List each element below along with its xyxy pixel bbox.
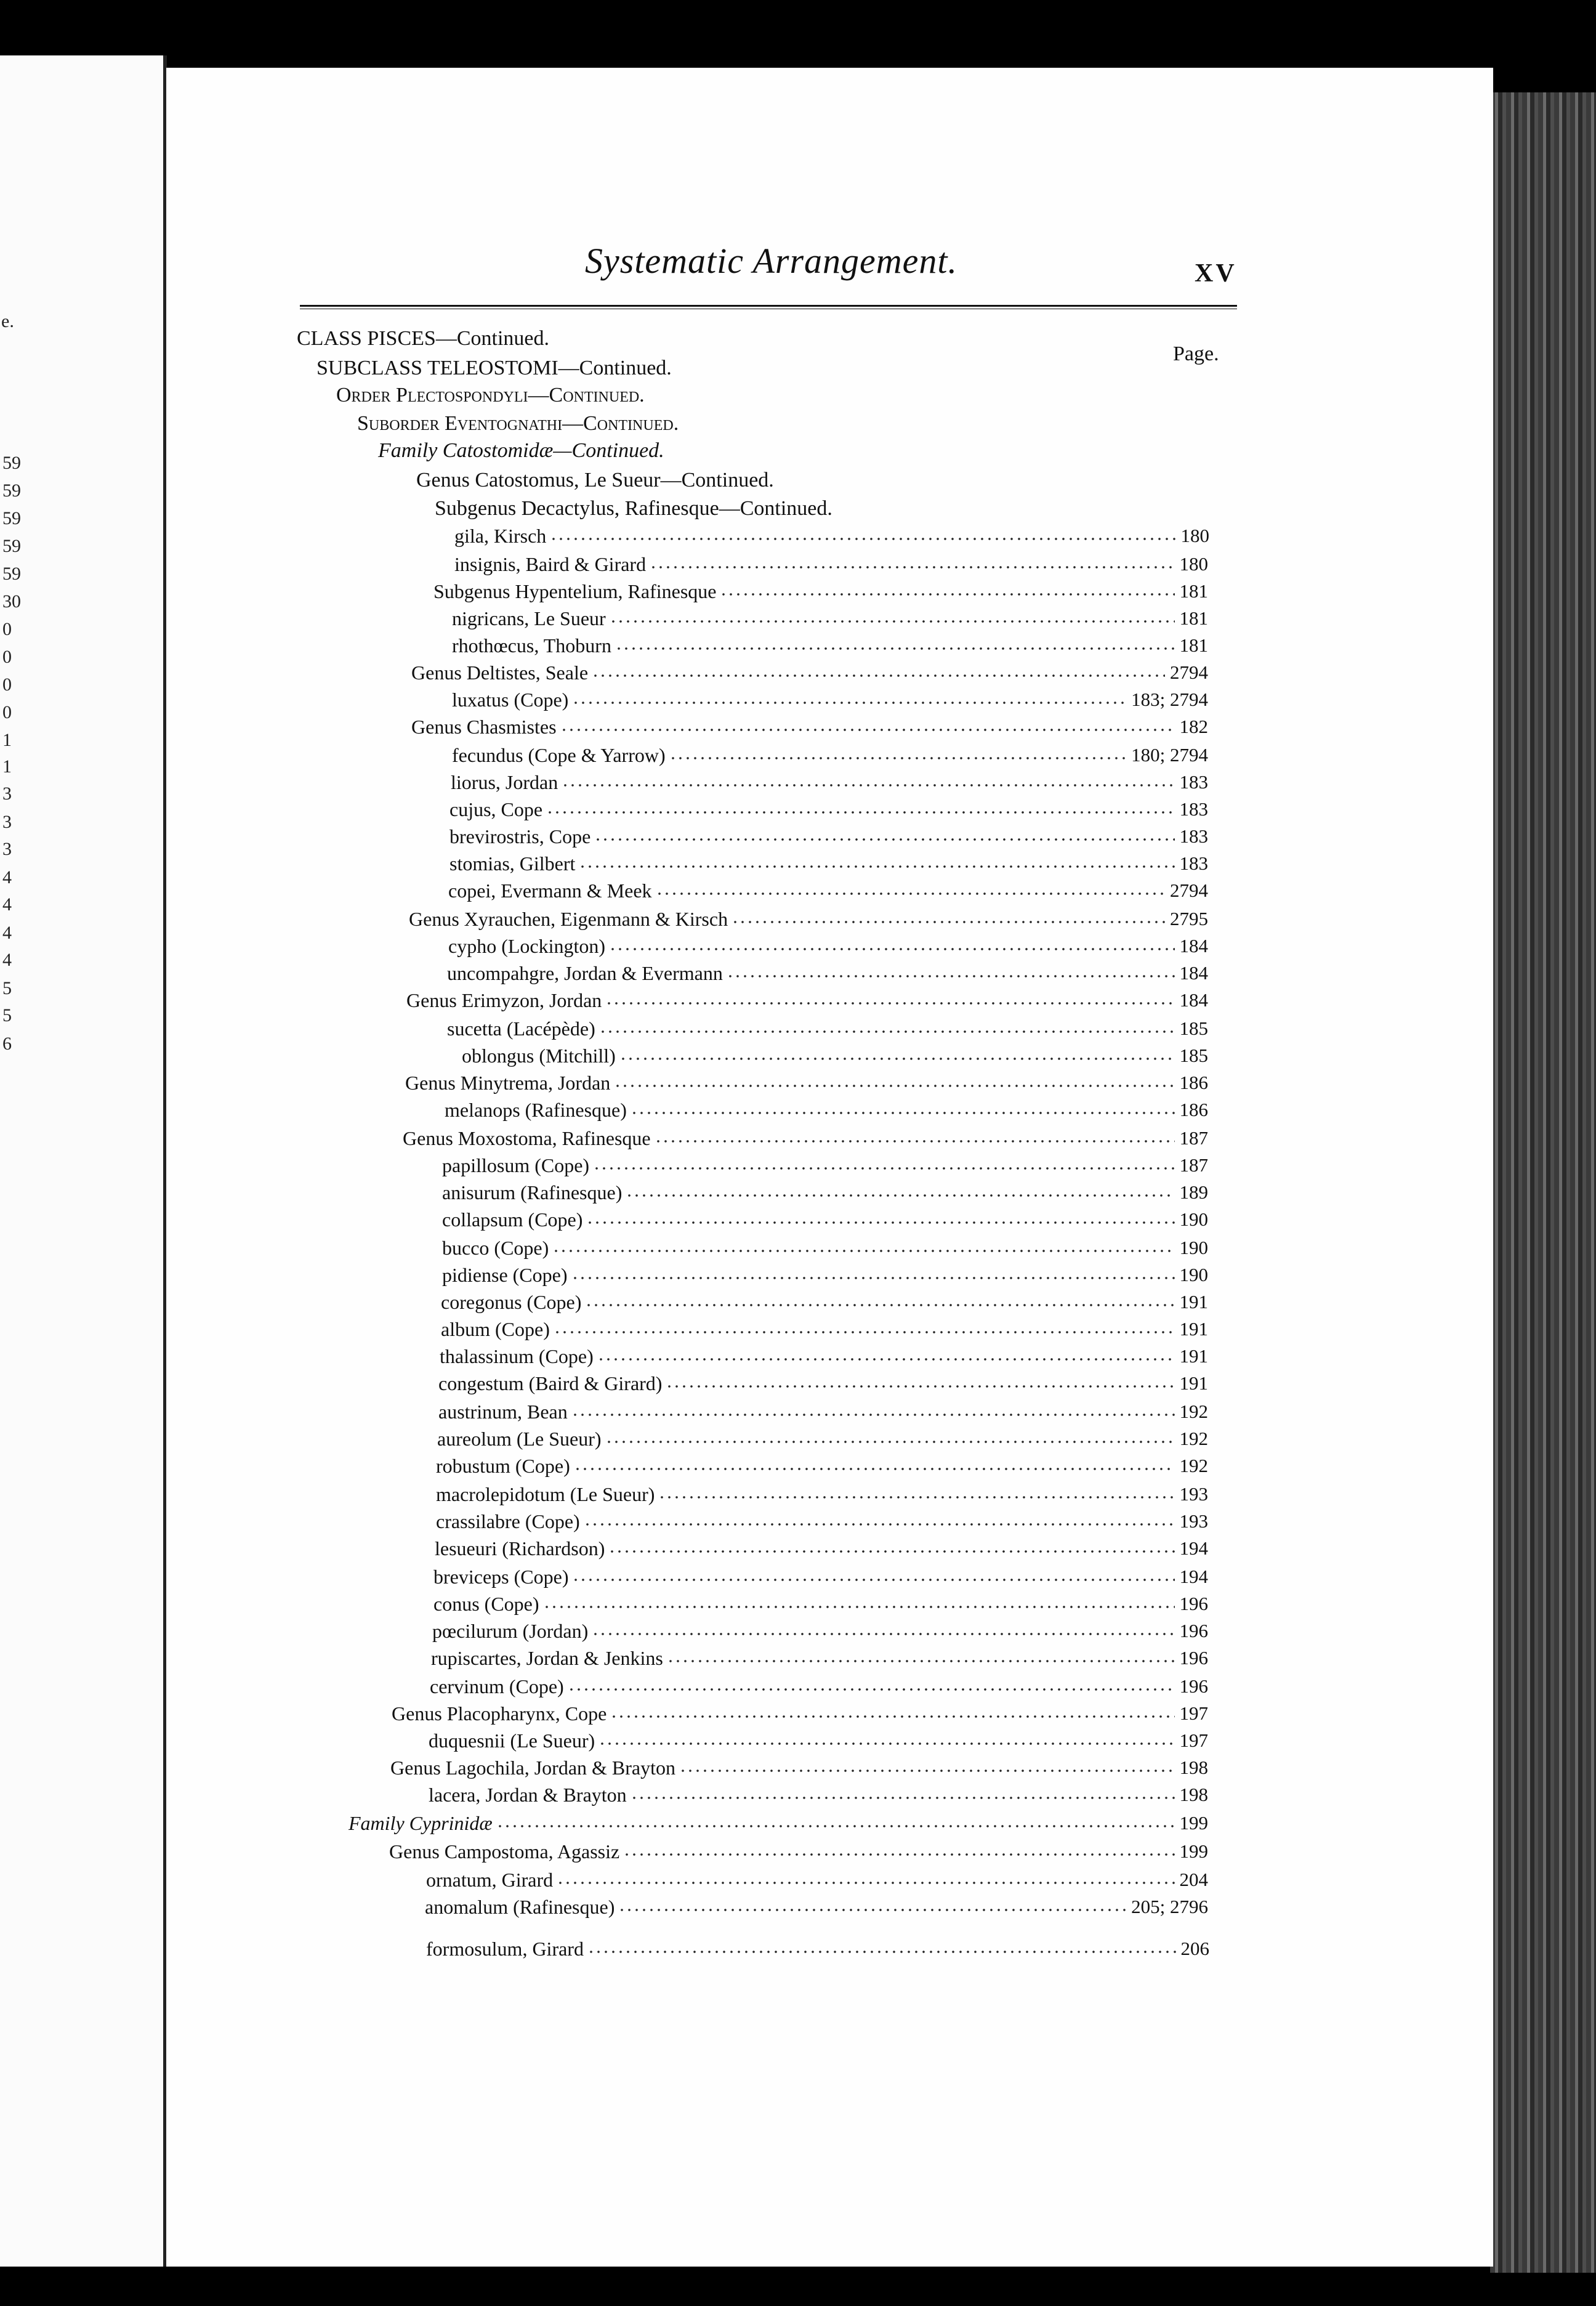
entry-page: 181 <box>1179 580 1208 602</box>
entry-label: insignis, Baird & Girard <box>454 553 647 575</box>
entry-page: 199 <box>1179 1840 1208 1862</box>
index-entry <box>411 659 1208 686</box>
entry-page: 184 <box>1179 935 1208 957</box>
entry-label: pœcilurum (Jordan) <box>432 1620 589 1642</box>
index-entry <box>403 1125 1208 1152</box>
index-entry <box>438 1398 1208 1425</box>
leader-dots <box>572 1577 1174 1583</box>
entry-page: 204 <box>1179 1869 1208 1890</box>
entry-label: lesueuri (Richardson) <box>435 1537 605 1560</box>
leader-dots <box>560 727 1175 733</box>
entry-label: liorus, Jordan <box>451 771 558 793</box>
leader-dots <box>585 1302 1174 1308</box>
leader-dots <box>593 1165 1174 1171</box>
entry-page: 206 <box>1180 1938 1209 1959</box>
leader-dots <box>679 1768 1175 1774</box>
leader-dots <box>557 1880 1174 1886</box>
entry-page: 190 <box>1179 1264 1208 1285</box>
leader-dots <box>631 1110 1175 1116</box>
entry-page: 183; 2794 <box>1131 689 1208 710</box>
suborder-heading: Suborder Eventognathi—Continued. <box>357 412 679 435</box>
facing-page-fragment: 0 <box>2 647 12 667</box>
index-entry <box>448 933 1208 960</box>
index-entry <box>436 1481 1208 1508</box>
entry-label: aureolum (Le Sueur) <box>437 1428 602 1450</box>
index-entry <box>442 1152 1208 1179</box>
entry-page: 184 <box>1179 962 1208 984</box>
facing-page-fragment: 59 <box>2 453 21 473</box>
entry-label: rhothœcus, Thoburn <box>452 634 611 657</box>
entry-label: conus (Cope) <box>433 1593 539 1615</box>
entry-label: Genus Placopharynx, Cope <box>392 1702 607 1725</box>
entry-page: 190 <box>1179 1208 1208 1230</box>
entry-page: 191 <box>1179 1318 1208 1340</box>
facing-page-fragment: 0 <box>2 619 12 639</box>
entry-page: 187 <box>1179 1127 1208 1149</box>
entry-page: 197 <box>1179 1730 1208 1751</box>
entry-label: nigricans, Le Sueur <box>452 607 606 629</box>
entry-page: 186 <box>1179 1072 1208 1093</box>
index-entry <box>392 1700 1208 1727</box>
entry-label: Genus Chasmistes <box>411 716 557 738</box>
entry-label: Genus Lagochila, Jordan & Brayton <box>390 1757 675 1779</box>
index-entry <box>452 632 1208 659</box>
entry-label: austrinum, Bean <box>438 1401 568 1423</box>
facing-page-fragment: 0 <box>2 702 12 722</box>
entry-label: formosulum, Girard <box>426 1938 584 1960</box>
index-entry <box>462 1042 1208 1069</box>
entry-label: lacera, Jordan & Brayton <box>429 1784 627 1806</box>
leader-dots <box>568 1686 1175 1693</box>
index-entry <box>411 713 1208 740</box>
facing-page-fragment: 5 <box>2 1005 12 1026</box>
entry-label: fecundus (Cope & Yarrow) <box>452 744 666 766</box>
entry-label: uncompahgre, Jordan & Evermann <box>447 962 723 984</box>
leader-dots <box>599 1029 1175 1035</box>
leader-dots <box>667 1658 1175 1664</box>
facing-page-fragment: 59 <box>2 564 21 584</box>
entry-label: cervinum (Cope) <box>430 1675 564 1697</box>
leader-dots <box>574 1466 1175 1472</box>
facing-page-fragment: 3 <box>2 783 12 804</box>
index-entry <box>448 877 1208 904</box>
index-entry <box>442 1261 1208 1289</box>
entry-label: melanops (Rafinesque) <box>445 1099 627 1121</box>
index-entry <box>441 1289 1208 1316</box>
entry-label: robustum (Cope) <box>436 1455 570 1477</box>
entry-label: collapsum (Cope) <box>442 1208 583 1231</box>
entry-page: 180; 2794 <box>1131 744 1208 766</box>
leader-dots <box>587 1949 1176 1955</box>
page-column-heading: Page. <box>1173 342 1219 365</box>
leader-dots <box>610 618 1175 625</box>
genus-heading: Genus Catostomus, Le Sueur—Continued. <box>416 469 774 492</box>
index-entry <box>406 987 1208 1014</box>
index-entry <box>429 1781 1208 1808</box>
entry-page: 189 <box>1179 1181 1208 1203</box>
facing-page-fragment: 6 <box>2 1034 12 1054</box>
leader-dots <box>550 536 1175 542</box>
index-entry <box>405 1069 1208 1096</box>
entry-page: 191 <box>1179 1345 1208 1367</box>
entry-page: 192 <box>1179 1455 1208 1476</box>
index-entry <box>432 1617 1208 1645</box>
index-entry <box>425 1893 1208 1920</box>
leader-dots <box>618 1907 1126 1913</box>
index-entry <box>451 769 1208 796</box>
entry-page: 183 <box>1179 798 1208 820</box>
entry-label: bucco (Cope) <box>442 1237 549 1259</box>
entry-page: 187 <box>1179 1154 1208 1176</box>
entry-page: 193 <box>1179 1510 1208 1532</box>
index-entry <box>436 1508 1208 1535</box>
entry-label: duquesnii (Le Sueur) <box>429 1730 595 1752</box>
entry-label: cujus, Cope <box>449 798 543 820</box>
index-entry <box>436 1452 1208 1479</box>
entry-label: album (Cope) <box>441 1318 550 1340</box>
page-number: XV <box>1195 259 1237 288</box>
entry-page: 191 <box>1179 1372 1208 1394</box>
entry-label: rupiscartes, Jordan & Jenkins <box>431 1647 663 1669</box>
index-entry <box>445 1096 1208 1123</box>
entry-label: Genus Campostoma, Agassiz <box>389 1840 620 1863</box>
entry-label: Genus Erimyzon, Jordan <box>406 989 602 1011</box>
leader-dots <box>656 891 1165 897</box>
entry-label: brevirostris, Cope <box>449 825 591 848</box>
entry-label: Genus Moxostoma, Rafinesque <box>403 1127 651 1149</box>
facing-page-fragment: 59 <box>2 508 21 528</box>
subgenus-heading: Subgenus Decactylus, Rafinesque—Continued. <box>435 497 832 520</box>
facing-page-fragment: 4 <box>2 950 12 970</box>
leader-dots <box>658 1494 1174 1500</box>
leader-dots <box>655 1138 1175 1144</box>
index-entry <box>426 1866 1208 1893</box>
leader-dots <box>605 1439 1175 1445</box>
entry-page: 193 <box>1179 1483 1208 1505</box>
index-entry <box>438 1370 1208 1397</box>
leader-dots <box>592 673 1165 679</box>
index-entry <box>449 823 1208 850</box>
entry-page: 190 <box>1179 1237 1208 1258</box>
index-entry <box>441 1316 1208 1343</box>
entry-page: 194 <box>1179 1566 1208 1587</box>
index-entry <box>452 742 1208 769</box>
leader-dots <box>614 1083 1174 1089</box>
leader-dots <box>584 1521 1175 1527</box>
facing-page-fragment: 0 <box>2 674 12 695</box>
facing-page-fragment: 59 <box>2 480 21 501</box>
index-entry <box>426 1935 1209 1962</box>
index-entry <box>390 1754 1208 1781</box>
class-heading: CLASS PISCES—Continued. <box>297 327 549 350</box>
index-entry <box>440 1343 1208 1370</box>
entry-page: 185 <box>1179 1045 1208 1066</box>
leader-dots <box>543 1604 1175 1610</box>
index-entry <box>409 905 1208 933</box>
index-entry <box>430 1673 1208 1700</box>
subclass-heading: SUBCLASS TELEOSTOMI—Continued. <box>316 357 672 379</box>
leader-dots <box>571 1412 1175 1418</box>
index-entry <box>433 1590 1208 1617</box>
entry-label: Genus Deltistes, Seale <box>411 661 589 684</box>
entry-page: 2794 <box>1170 661 1208 683</box>
leader-dots <box>572 700 1126 706</box>
entry-label: congestum (Baird & Girard) <box>438 1372 663 1394</box>
leader-dots <box>594 836 1174 843</box>
entry-page: 181 <box>1179 607 1208 629</box>
entry-label: breviceps (Cope) <box>433 1566 569 1588</box>
leader-dots <box>605 1000 1174 1006</box>
leader-dots <box>619 1056 1175 1062</box>
leader-dots <box>496 1823 1175 1829</box>
index-entry <box>452 686 1208 713</box>
entry-page: 192 <box>1179 1401 1208 1422</box>
index-entry <box>447 960 1208 987</box>
entry-page: 183 <box>1179 771 1208 793</box>
entry-label: sucetta (Lacépède) <box>447 1017 595 1040</box>
leader-dots <box>598 1741 1174 1747</box>
index-entry <box>429 1727 1208 1754</box>
entry-page: 180 <box>1179 553 1208 575</box>
leader-dots <box>631 1795 1175 1801</box>
leader-dots <box>720 591 1174 597</box>
leader-dots <box>586 1220 1174 1226</box>
facing-page-fragment: 4 <box>2 923 12 943</box>
entry-label: crassilabre (Cope) <box>436 1510 580 1532</box>
leader-dots <box>669 755 1127 761</box>
index-entry <box>447 1015 1208 1042</box>
leader-dots <box>608 1548 1174 1555</box>
entry-label: Subgenus Hypentelium, Rafinesque <box>433 580 717 602</box>
entry-page: 194 <box>1179 1537 1208 1559</box>
entry-label: oblongus (Mitchill) <box>462 1045 616 1067</box>
entry-label: pidiense (Cope) <box>442 1264 568 1286</box>
entry-label: copei, Evermann & Meek <box>448 880 652 902</box>
leader-dots <box>732 919 1165 925</box>
leader-dots <box>546 809 1174 815</box>
entry-page: 2795 <box>1170 908 1208 929</box>
leader-dots <box>597 1356 1175 1362</box>
entry-page: 196 <box>1179 1593 1208 1614</box>
leader-dots <box>562 782 1174 788</box>
entry-label: gila, Kirsch <box>454 525 547 547</box>
facing-page-fragment: 5 <box>2 978 12 998</box>
leader-dots <box>610 1713 1174 1720</box>
facing-page-fragment: 30 <box>2 591 21 612</box>
entry-page: 182 <box>1179 716 1208 737</box>
facing-page-fragment: e. <box>1 311 14 331</box>
leader-dots <box>552 1248 1174 1254</box>
index-entry <box>435 1535 1208 1562</box>
facing-page-fragment: 59 <box>2 536 21 556</box>
leader-dots <box>623 1851 1174 1858</box>
entry-page: 181 <box>1179 634 1208 656</box>
index-entry <box>449 850 1208 877</box>
leader-dots <box>650 564 1174 570</box>
entry-page: 183 <box>1179 825 1208 847</box>
index-entry <box>442 1179 1208 1206</box>
entry-page: 2794 <box>1170 880 1208 901</box>
entry-page: 180 <box>1180 525 1209 546</box>
entry-label: cypho (Lockington) <box>448 935 606 957</box>
entry-page: 196 <box>1179 1675 1208 1697</box>
entry-page: 199 <box>1179 1812 1208 1834</box>
facing-page-fragment: 4 <box>2 894 12 915</box>
entry-page: 184 <box>1179 989 1208 1011</box>
entry-label: Family Cyprinidæ <box>349 1812 493 1834</box>
index-entry <box>389 1838 1208 1865</box>
facing-page-fragment: 4 <box>2 867 12 888</box>
entry-label: Genus Minytrema, Jordan <box>405 1072 611 1094</box>
entry-label: luxatus (Cope) <box>452 689 569 711</box>
entry-page: 196 <box>1179 1620 1208 1641</box>
index-entry <box>442 1206 1208 1233</box>
index-entry <box>449 796 1208 823</box>
entry-page: 198 <box>1179 1757 1208 1778</box>
facing-page-fragment: 1 <box>2 730 12 750</box>
index-entry <box>431 1645 1208 1672</box>
index-entry <box>437 1425 1208 1452</box>
entry-label: anisurum (Rafinesque) <box>442 1181 623 1204</box>
running-head: Systematic Arrangement. <box>585 241 958 281</box>
index-entry <box>454 522 1209 549</box>
order-heading: Order Plectospondyli—Continued. <box>336 384 645 407</box>
entry-page: 186 <box>1179 1099 1208 1120</box>
family-heading: Family Catostomidæ—Continued. <box>378 439 664 462</box>
entry-label: macrolepidotum (Le Sueur) <box>436 1483 655 1505</box>
entry-page: 192 <box>1179 1428 1208 1449</box>
entry-page: 191 <box>1179 1291 1208 1313</box>
leader-dots <box>579 864 1174 870</box>
leader-dots <box>666 1383 1174 1390</box>
entry-page: 183 <box>1179 852 1208 874</box>
entry-page: 197 <box>1179 1702 1208 1724</box>
leader-dots <box>615 645 1175 652</box>
entry-label: coregonus (Cope) <box>441 1291 582 1313</box>
entry-label: papillosum (Cope) <box>442 1154 590 1176</box>
entry-page: 185 <box>1179 1017 1208 1039</box>
entry-label: stomias, Gilbert <box>449 852 576 875</box>
leader-dots <box>592 1631 1174 1637</box>
index-entry <box>349 1810 1208 1837</box>
entry-label: Genus Xyrauchen, Eigenmann & Kirsch <box>409 908 728 930</box>
entry-page: 196 <box>1179 1647 1208 1669</box>
leader-dots <box>571 1275 1175 1281</box>
entry-label: ornatum, Girard <box>426 1869 554 1891</box>
index-entry <box>452 605 1208 632</box>
leader-dots <box>626 1192 1174 1199</box>
leader-dots <box>727 973 1175 979</box>
facing-page-fragment: 3 <box>2 839 12 859</box>
entry-page: 198 <box>1179 1784 1208 1805</box>
entry-page: 205; 2796 <box>1131 1896 1208 1917</box>
entry-label: anomalum (Rafinesque) <box>425 1896 615 1918</box>
facing-page-fragment: 1 <box>2 756 12 777</box>
leader-dots <box>609 946 1174 952</box>
index-entry <box>454 551 1208 578</box>
entry-label: thalassinum (Cope) <box>440 1345 594 1367</box>
index-entry <box>442 1234 1208 1261</box>
index-entry <box>433 1563 1208 1590</box>
leader-dots <box>554 1329 1175 1335</box>
index-entry <box>433 578 1208 605</box>
facing-page-fragment: 3 <box>2 812 12 832</box>
